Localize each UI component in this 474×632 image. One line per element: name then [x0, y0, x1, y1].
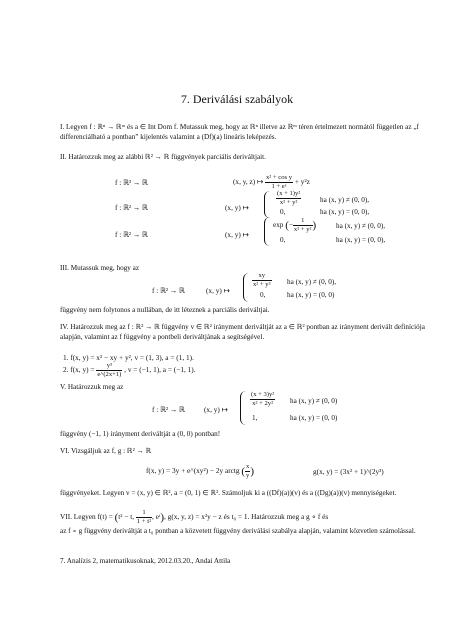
section-3-intro: III. Mutassuk meg, hogy az	[60, 264, 140, 272]
f2-fraction	[276, 190, 301, 207]
s4-item-2-denominator: e^(2x+1)	[97, 371, 122, 378]
section-2-intro: II. Határozzuk meg az alábbi ℝ² → ℝ függvények parciális deriváltjait.	[60, 153, 266, 161]
f3-exp: exp	[273, 221, 284, 230]
f3-case1: exp (− $\frac{1}{\text{x² + y²}}$ )	[273, 217, 317, 233]
f2-case1	[276, 190, 301, 207]
s3-value2: 0,	[260, 291, 266, 299]
f2-denominator: x² + y²	[279, 199, 298, 206]
s6-f-formula: f(x, y) = 3y + e^(xy²) − 2y arctg ( $\frac{x}{y}$ )	[146, 463, 255, 479]
s3-map: (x, y) ↦	[206, 286, 230, 295]
section-6-tail: függvényeket. Legyen v = (x, y) ∈ ℝ², a = (0, 1) ∈ ℝ². Számoljuk ki a ((Df)(a))(v) és a ((Dg)(a))(v) mennyiségeket.	[60, 489, 397, 497]
s5-case1	[250, 391, 275, 408]
f1-formula	[233, 174, 310, 191]
f3-domain: f : ℝ² → ℝ	[115, 230, 148, 239]
s3-brace	[243, 273, 249, 302]
f3-fraction	[293, 217, 313, 234]
section-5-tail: függvény (−1, 1) irányment deriváltját a (0, 0) pontban!	[60, 430, 221, 438]
s3-case1	[252, 272, 272, 289]
section-7-rest: az f ∘ g függvény deriváltját a t₀ pontban a közvetett függvény deriválási szabálya alapján, valamint közvetlen számolással.	[60, 527, 416, 535]
f2-numerator: (x + 1)y²	[277, 190, 301, 197]
s5-fraction	[250, 391, 275, 408]
s3-numerator: xy	[252, 272, 272, 281]
s3-cond2: ha (x, y) = (0, 0)	[287, 291, 335, 299]
f3-cond2: ha (x, y) = (0, 0),	[336, 236, 386, 244]
s3-denominator: x² + y²	[253, 281, 271, 288]
s7-mid: , g(x, y, z) = x²y − z és t₀ = 1. Határozzuk meg a g ∘ f és	[164, 512, 329, 522]
f2-value2: 0,	[280, 208, 286, 216]
s6-f-denominator: y	[246, 472, 250, 479]
s7-vec-numerator: 1	[136, 509, 152, 518]
s5-cond1: ha (x, y) ≠ (0, 0)	[290, 397, 338, 405]
s6-f-lhs: f(x, y) = 3y + e^(xy²) − 2y arctg	[146, 466, 240, 476]
s5-map: (x, y) ↦	[204, 405, 228, 414]
f1-map: (x, y, z) ↦	[233, 177, 264, 187]
f3-denominator: x² + y²	[293, 226, 312, 233]
s5-value2: 1,	[252, 414, 258, 422]
f3-map: (x, y) ↦	[225, 230, 249, 239]
f2-map: (x, y) ↦	[225, 203, 249, 212]
f1-fraction	[265, 174, 293, 191]
s4-item-2	[63, 362, 196, 379]
section-5-intro: V. Határozzuk meg az	[60, 383, 124, 391]
s4-item-2-rest: , v = (−1, 1), a = (−1, 1).	[124, 365, 196, 375]
section-4-text: IV. Határozzuk meg az f : ℝ² → ℝ függvény v ∈ ℝ² irányment deriváltját az a ∈ ℝ² pontban az irányment derivált definíciója alapján, valamint az f függvény a pontbeli deriváltjának a segítségével.	[60, 323, 425, 342]
s7-vec-a: t² − t,	[118, 512, 135, 522]
s5-cond2: ha (x, y) = (0, 0)	[290, 414, 338, 422]
f2-brace	[264, 191, 270, 218]
s7-vec-denominator: 1 + t²	[136, 518, 152, 525]
s5-brace	[240, 391, 246, 425]
section-1-text: I. Legyen f : ℝⁿ → ℝᵐ és a ∈ Int Dom f. Mutassuk meg, hogy az ℝⁿ illetve az ℝᵐ téren értelmezett normától független az „f differenciálható a pontban” kijelentés valamint a (Df)(a) lineáris leképezés.	[60, 123, 419, 142]
f1-numerator: x² + cos y	[266, 174, 293, 181]
s6-g-formula: g(x, y) = (3x² + 1)^(2y³)	[313, 467, 384, 476]
page-title: 7. Deriválási szabályok	[180, 92, 294, 106]
s5-domain: f : ℝ² → ℝ	[152, 405, 185, 414]
f2-cond1: ha (x, y) ≠ (0, 0),	[320, 196, 370, 204]
f1-tail: + y²z	[294, 177, 310, 187]
s3-domain: f : ℝ² → ℝ	[152, 286, 185, 295]
page-footer: 7. Analízis 2, matematikusoknak, 2012.03.20., Andai Attila	[60, 557, 231, 565]
f3-value2: 0,	[280, 236, 286, 244]
s4-item-2-lhs: 2. f(x, y) =	[63, 365, 95, 375]
s6-f-numerator: x	[246, 463, 250, 470]
s7-first-line: VII. Legyen f(t) = (t² − t, $\frac{1}{\text{1 + t²}}$ , eᵗ), g(x, y, z) = x²y − z és t₀ = 1. Határozzuk meg a g ∘ f és	[60, 509, 329, 525]
f1-domain: f : ℝ³ → ℝ	[115, 178, 148, 187]
f1-denominator: 1 + eᶻ	[271, 183, 287, 190]
f3-brace	[264, 217, 270, 246]
s3-cond1: ha (x, y) ≠ (0, 0),	[287, 278, 337, 286]
s4-item-1: 1. f(x, y) = x² − xy + y², v = (1, 3), a = (1, 1).	[63, 353, 194, 362]
s7-vec-b: , eᵗ	[152, 512, 161, 522]
f2-cond2: ha (x, y) = (0, 0),	[320, 208, 370, 216]
s4-item-2-numerator: y³	[96, 362, 122, 371]
s7-vec-fraction	[136, 509, 152, 526]
s7-lhs: VII. Legyen f(t) =	[60, 512, 113, 522]
section-3-tail: függvény nem folytonos a nullában, de itt léteznek a parciális deriváltjai.	[60, 306, 270, 314]
f3-numerator: 1	[293, 217, 313, 226]
f2-domain: f : ℝ² → ℝ	[115, 203, 148, 212]
f3-cond1: ha (x, y) ≠ (0, 0),	[336, 222, 386, 230]
s4-item-2-fraction	[96, 362, 122, 379]
section-6-intro: VI. Vizsgáljuk az f, g : ℝ² → ℝ	[60, 447, 152, 455]
s3-fraction	[252, 272, 272, 289]
s5-denominator: x² + 2y²	[252, 400, 274, 407]
s5-numerator: (x + 3)y²	[251, 391, 275, 398]
